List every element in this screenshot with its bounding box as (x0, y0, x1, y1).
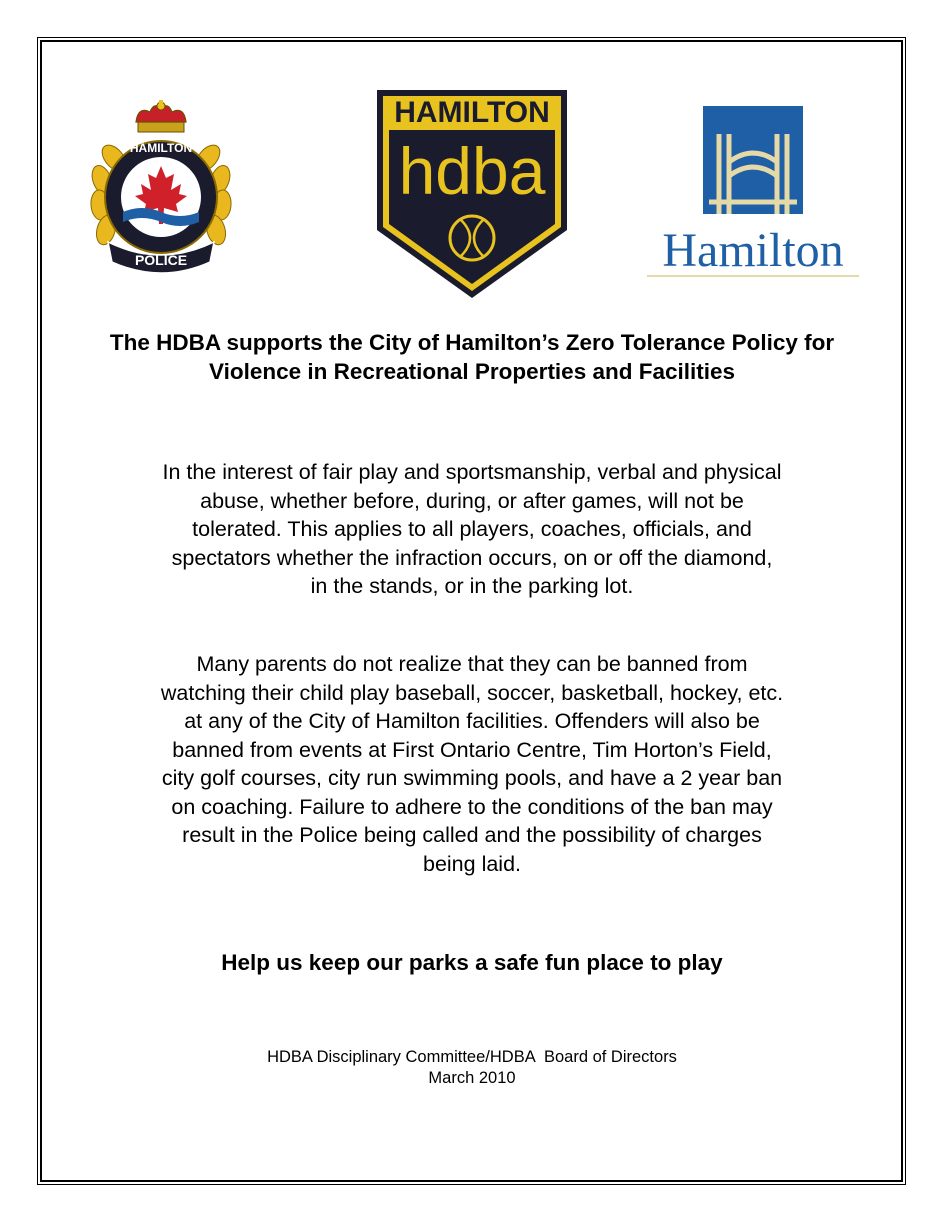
fair-play-paragraph (60, 458, 884, 601)
paragraph-line: in the stands, or in the parking lot. (310, 574, 634, 598)
paragraph-line: In the interest of fair play and sportsmanship, verbal and physical (162, 460, 782, 484)
hdba-top-text: HAMILTON (394, 96, 550, 129)
paragraph-line: spectators whether the infraction occurs, on or off the diamond, (171, 545, 773, 570)
paragraph-line: result in the Police being called and the possibility of charges (182, 823, 762, 847)
heading-line: The HDBA supports the City of Hamilton’s Zero Tolerance Policy for (109, 330, 835, 355)
hamilton-police-logo (88, 100, 234, 280)
paragraph-line: abuse, whether before, during, or after games, will not be (200, 488, 744, 513)
signature-committee: HDBA Disciplinary Committee/HDBA Board of Directors (267, 1048, 677, 1066)
signature-date: March 2010 (428, 1069, 516, 1087)
paragraph-line: being laid. (422, 851, 522, 876)
hdba-main-text: hdba (398, 134, 546, 208)
city-of-hamilton-logo (643, 104, 863, 280)
paragraph-line: watching their child play baseball, soccer, basketball, hockey, etc. (160, 680, 784, 705)
policy-heading (60, 328, 884, 386)
hdba-logo (375, 88, 569, 300)
slogan: Help us keep our parks a safe fun place to play (221, 950, 723, 975)
paragraph-line: on coaching. Failure to adhere to the conditions of the ban may (171, 794, 773, 819)
crown-icon (136, 100, 186, 132)
paragraph-line: banned from events at First Ontario Centre, Tim Horton’s Field, (172, 737, 772, 762)
paragraph-line: tolerated. This applies to all players, coaches, officials, and (192, 517, 752, 541)
paragraph-line: at any of the City of Hamilton facilities. Offenders will also be (184, 709, 760, 733)
hamilton-wordmark: Hamilton (662, 224, 844, 277)
ban-warning-paragraph (60, 650, 884, 878)
heading-line: Violence in Recreational Properties and Facilities (208, 359, 736, 384)
police-bottom-text: POLICE (134, 252, 188, 268)
police-top-text: HAMILTON (129, 141, 193, 155)
paragraph-line: Many parents do not realize that they can be banned from (196, 652, 748, 676)
signature-block (60, 1047, 884, 1089)
paragraph-line: city golf courses, city run swimming pools, and have a 2 year ban (161, 766, 783, 790)
